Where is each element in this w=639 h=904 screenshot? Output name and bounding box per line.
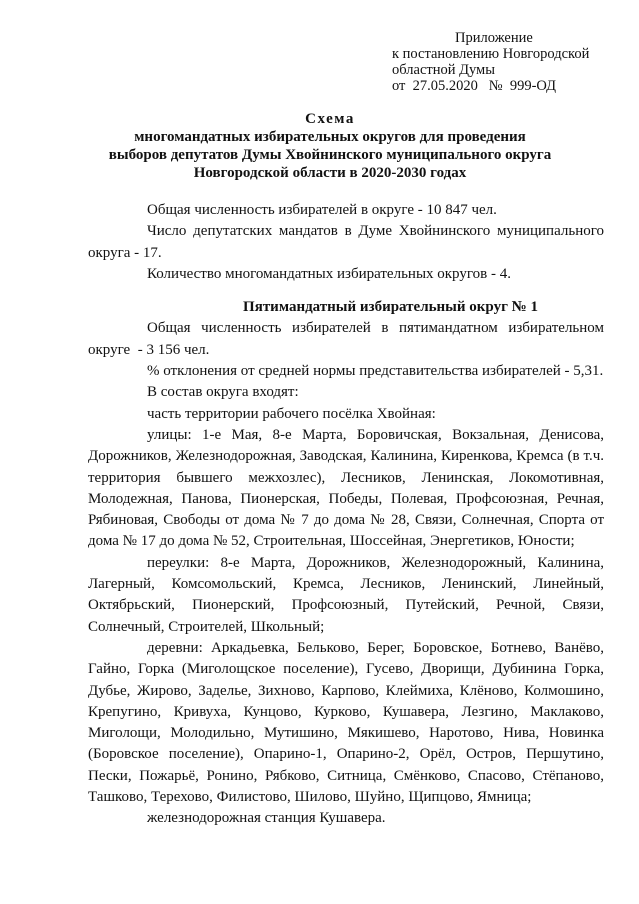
district-1-voters: Общая численность избирателей в пятимандатном избирательном округе - 3 156 чел. (88, 320, 608, 358)
appendix-resolution: к постановлению Новгородской (392, 46, 590, 62)
districts-count-text: Количество многомандатных избирательных округов - 4. (147, 265, 511, 282)
district-1-station: железнодорожная станция Кушавера. (147, 810, 386, 827)
total-voters-text: Общая численность избирателей в округе - 10 847 чел. (147, 202, 497, 218)
district-1-deviation: % отклонения от средней нормы представительства избирателей - 5,31. (147, 363, 604, 380)
appendix-date-number: от 27.05.2020 № 999-ОД (392, 78, 557, 94)
district-1-villages: деревни: Аркадьевка, Бельково, Берег, Боровское, Ботнево, Ванёво, Гайно, Горка (Миголощское поселение), Гусево, Дворищи, Дубинина Горка, Дубье, Жирово, Заделье, Зихново, Карпово, Клеймиха, Клёново, Колмошино, Крепугино, Кривуха, Кунцово, Курково, Кушавера, Лезгино, Маклаково, Миголощи, Молодильно, Мутишино, Мякишево, Наротово, Нива, Новинка (Боровское поселение), Опарино-1, Опарино-2, Орёл, Остров, Першутино, Пески, Пожарьё, Ронино, Рябково, Ситница, Смёнково, Спасово, Стёпаново, Ташково, Терехово, Филистово, Шилово, Шуйно, Щипцово, Ямница; (88, 639, 604, 806)
district-1-territory: часть территории рабочего посёлка Хвойная: (147, 405, 436, 422)
district-1-includes: В состав округа входят: (147, 384, 299, 401)
title-line-2: многомандатных избирательных округов для проведения (134, 129, 526, 145)
title-line-4: Новгородской области в 2020-2030 годах (193, 165, 467, 181)
appendix-duma: областной Думы (392, 62, 495, 78)
district-1-lanes: переулки: 8-е Марта, Дорожников, Железнодорожный, Калинина, Лагерный, Комсомольский, Кремса, Лесников, Ленинский, Линейный, Октябрьский, Пионерский, Профсоюзный, Путейский, Речной, Связи, Солнечный, Строителей, Школьный; (88, 554, 604, 635)
district-1-streets: улицы: 1-е Мая, 8-е Марта, Боровичская, Вокзальная, Денисова, Дорожников, Железнодорожная, Заводская, Калинина, Киренкова, Кремса (в т.ч. территория бывшего межхозлес), Лесников, Ленинская, Локомотивная, Молодежная, Панова, Пионерская, Победы, Полевая, Профсоюзная, Речная, Рябиновая, Свободы от дома № 7 до дома № 28, Связи, Солнечная, Спорта от дома № 17 до дома № 52, Строительная, Шоссейная, Энергетиков, Юности; (88, 426, 604, 550)
title-line-3: выборов депутатов Думы Хвойнинского муниципального округа (108, 147, 552, 163)
document-title (40, 110, 620, 182)
appendix-label: Приложение (455, 30, 533, 46)
document-body (88, 200, 608, 830)
district-1-title: Пятимандатный избирательный округ № 1 (243, 299, 538, 316)
title-schema: Схема (305, 111, 355, 127)
appendix-header (392, 30, 589, 94)
mandates-text: Число депутатских мандатов в Думе Хвойнинского муниципального округа - 17. (88, 223, 604, 261)
